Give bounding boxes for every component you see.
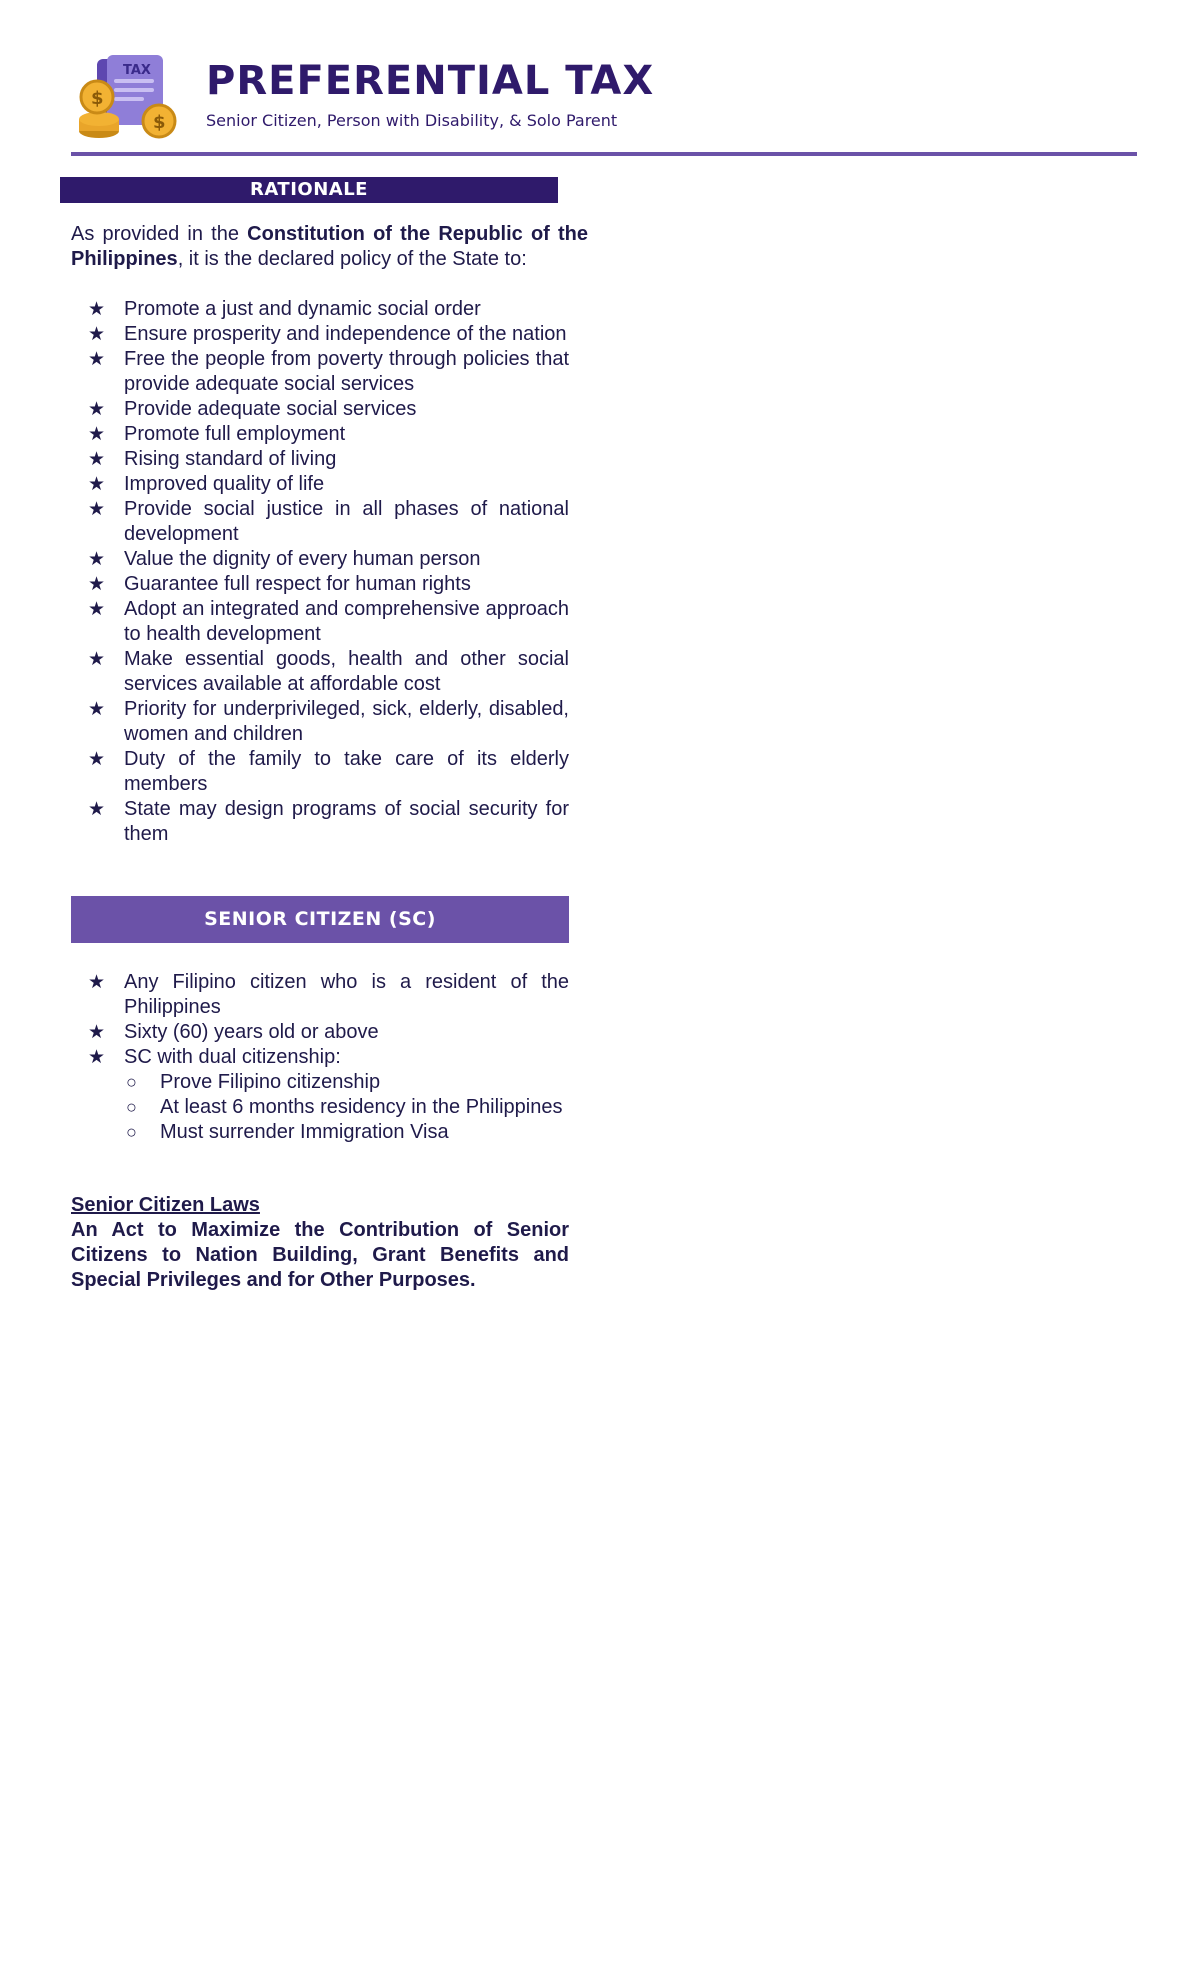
svg-text:$: $ xyxy=(91,88,104,109)
list-item-text: Provide social justice in all phases of national development xyxy=(124,498,569,545)
circle-icon: ○ xyxy=(126,1122,137,1142)
list-item xyxy=(124,1095,569,1120)
list-item-text: Any Filipino citizen who is a resident of the Philippines xyxy=(124,971,569,1018)
list-item xyxy=(71,472,569,497)
logo-tax-text: TAX xyxy=(123,63,151,78)
list-item-text: Guarantee full respect for human rights xyxy=(124,573,471,595)
list-item-text: Make essential goods, health and other social services available at affordable cost xyxy=(124,648,569,695)
tax-document-coins-icon xyxy=(77,53,187,148)
circle-icon: ○ xyxy=(126,1097,137,1117)
star-icon: ★ xyxy=(88,474,106,495)
list-item xyxy=(71,647,569,697)
list-item-text: Promote a just and dynamic social order xyxy=(124,298,481,320)
list-item-text: At least 6 months residency in the Philippines xyxy=(160,1096,563,1118)
list-item-text: Prove Filipino citizenship xyxy=(160,1071,381,1093)
list-item-text: Promote full employment xyxy=(124,423,346,445)
star-icon: ★ xyxy=(88,499,106,520)
circle-icon: ○ xyxy=(126,1072,137,1092)
list-item xyxy=(71,297,569,322)
star-icon: ★ xyxy=(88,599,106,620)
list-item xyxy=(71,1045,569,1070)
star-icon: ★ xyxy=(88,349,106,370)
svg-text:$: $ xyxy=(153,112,166,133)
list-item xyxy=(71,797,569,847)
list-item-text: Must surrender Immigration Visa xyxy=(160,1121,449,1143)
rationale-intro xyxy=(71,222,588,272)
list-item-text: Free the people from poverty through policies that provide adequate social services xyxy=(124,348,569,395)
senior-citizen-laws-heading: Senior Citizen Laws xyxy=(71,1194,260,1216)
list-item-text: Sixty (60) years old or above xyxy=(124,1021,379,1043)
list-item xyxy=(124,1070,569,1095)
senior-citizen-list xyxy=(71,970,569,1070)
list-item xyxy=(71,970,569,1020)
list-item-text: Provide adequate social services xyxy=(124,398,417,420)
list-item xyxy=(71,572,569,597)
list-item xyxy=(71,322,569,347)
list-item xyxy=(71,597,569,647)
list-item xyxy=(71,697,569,747)
rationale-heading: RATIONALE xyxy=(60,177,558,203)
star-icon: ★ xyxy=(88,449,106,470)
senior-citizen-laws-text: An Act to Maximize the Contribution of Senior Citizens to Nation Building, Grant Benefits and Special Privileges and for Other Purposes. xyxy=(71,1219,569,1291)
page-title: PREFERENTIAL TAX xyxy=(206,58,655,104)
list-item-text: Improved quality of life xyxy=(124,473,325,495)
intro-constitution: Constitution of the Republic of the Philippines xyxy=(71,223,589,270)
intro-text-end: , it is the declared policy of the State to: xyxy=(177,248,527,270)
star-icon: ★ xyxy=(88,699,106,720)
star-icon: ★ xyxy=(88,574,106,595)
star-icon: ★ xyxy=(88,399,106,420)
list-item-text: Ensure prosperity and independence of the nation xyxy=(124,323,567,345)
page-header xyxy=(77,53,1137,153)
page-subtitle: Senior Citizen, Person with Disability, & Solo Parent xyxy=(206,111,618,130)
rationale-list xyxy=(71,297,569,847)
list-item-text: Rising standard of living xyxy=(124,448,337,470)
list-item xyxy=(71,547,569,572)
list-item xyxy=(71,347,569,397)
star-icon: ★ xyxy=(88,749,106,770)
senior-citizen-heading: SENIOR CITIZEN (SC) xyxy=(71,896,569,943)
list-item-text: Value the dignity of every human person xyxy=(124,548,481,570)
list-item xyxy=(71,397,569,422)
list-item xyxy=(71,497,569,547)
list-item xyxy=(71,447,569,472)
list-item-text: SC with dual citizenship: xyxy=(124,1046,341,1068)
list-item xyxy=(71,1020,569,1045)
list-item-text: State may design programs of social security for them xyxy=(124,798,569,845)
star-icon: ★ xyxy=(88,972,106,993)
star-icon: ★ xyxy=(88,649,106,670)
list-item-text: Adopt an integrated and comprehensive approach to health development xyxy=(124,598,569,645)
star-icon: ★ xyxy=(88,1022,106,1043)
list-item xyxy=(124,1120,569,1145)
list-item-text: Priority for underprivileged, sick, elderly, disabled, women and children xyxy=(124,698,569,745)
list-item-text: Duty of the family to take care of its elderly members xyxy=(124,748,569,795)
star-icon: ★ xyxy=(88,799,106,820)
intro-text-start: As provided in the xyxy=(71,223,248,245)
list-item xyxy=(71,422,569,447)
star-icon: ★ xyxy=(88,324,106,345)
star-icon: ★ xyxy=(88,299,106,320)
star-icon: ★ xyxy=(88,424,106,445)
star-icon: ★ xyxy=(88,1047,106,1068)
star-icon: ★ xyxy=(88,549,106,570)
header-divider xyxy=(71,152,1137,156)
list-item xyxy=(71,747,569,797)
dual-citizenship-list xyxy=(124,1070,569,1145)
